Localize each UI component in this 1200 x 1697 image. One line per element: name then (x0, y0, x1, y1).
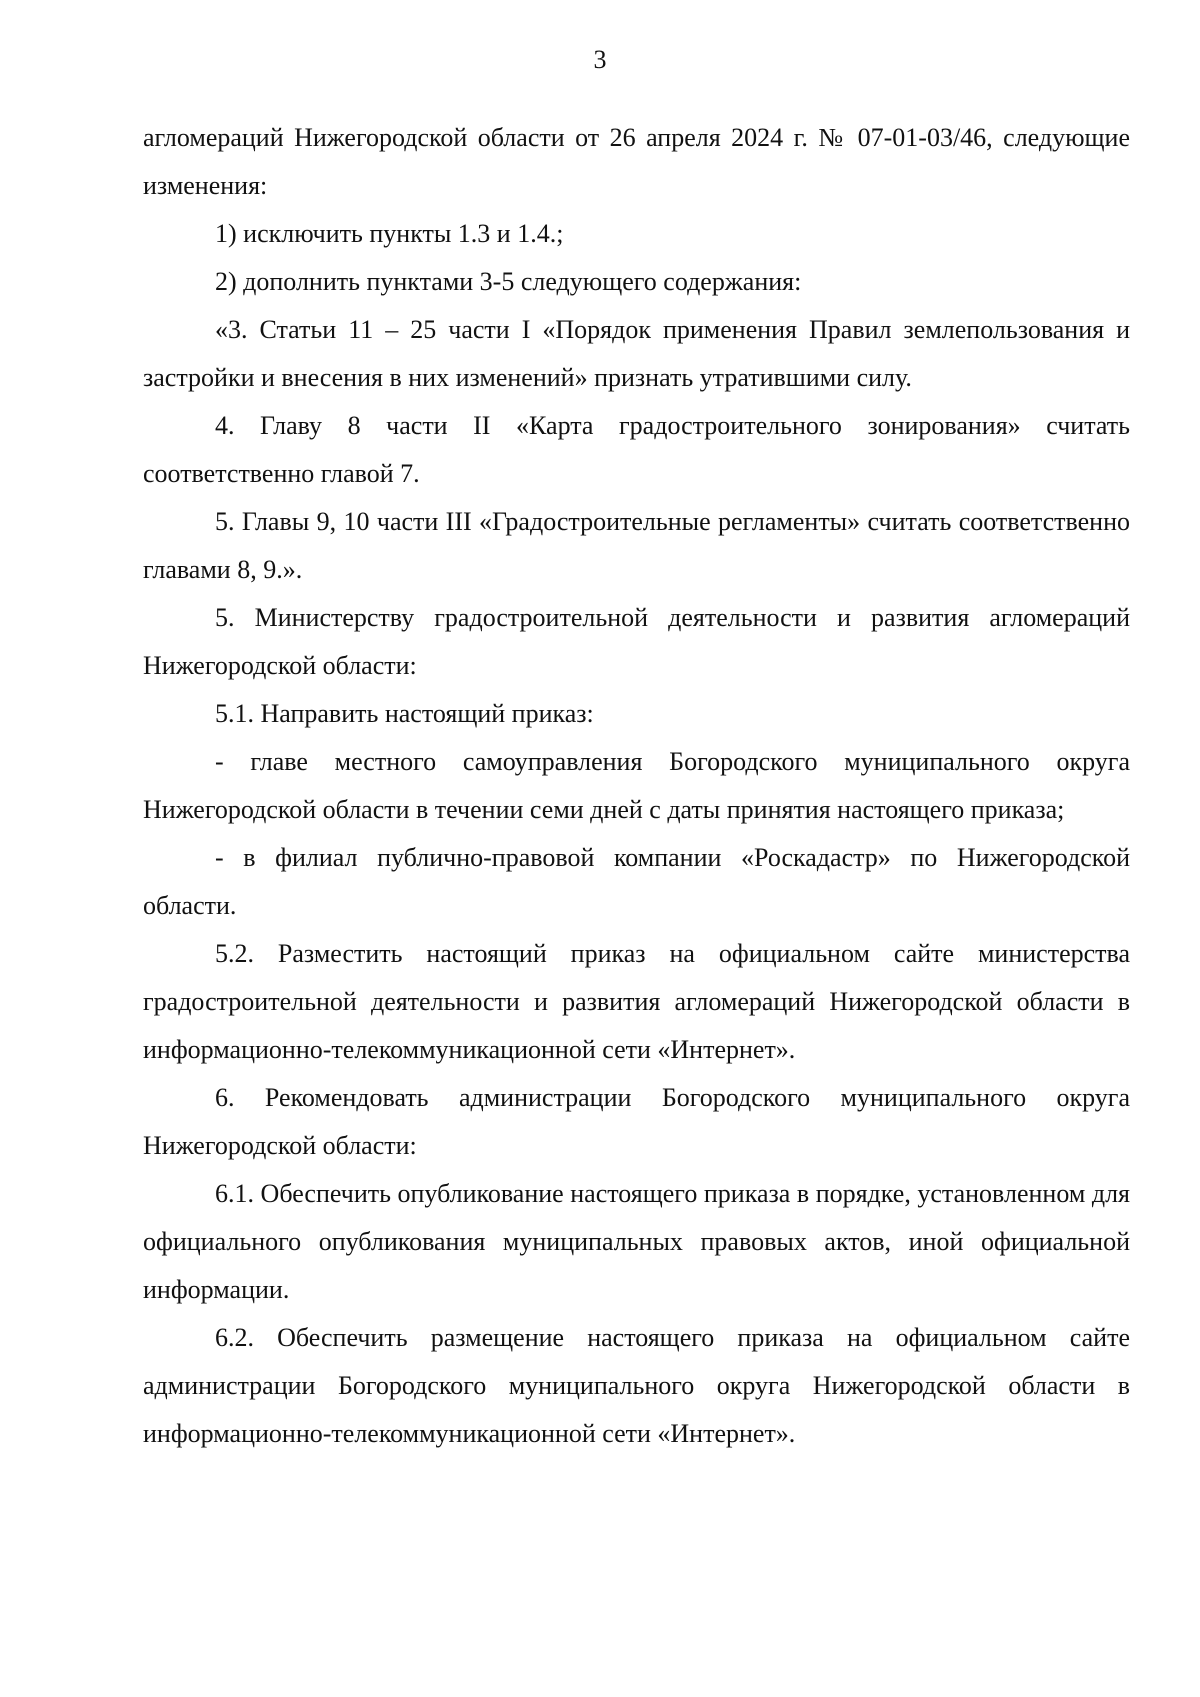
document-body (143, 114, 1130, 1458)
page-number: 3 (593, 45, 607, 74)
paragraph-list-item: - главе местного самоуправления Богородского муниципального округа Нижегородской области в течении семи дней с даты принятия настоящего приказа; (143, 747, 1130, 824)
paragraph-section-5: 5. Министерству градостроительной деятельности и развития агломераций Нижегородской области: (143, 603, 1130, 680)
paragraph-item-2: 2) дополнить пунктами 3-5 следующего содержания: (215, 267, 802, 296)
paragraph-list-item: - в филиал публично-правовой компании «Роскадастр» по Нижегородской области. (143, 843, 1130, 920)
paragraph-section-6-2: 6.2. Обеспечить размещение настоящего приказа на официальном сайте администрации Богородского муниципального округа Нижегородской области в информационно-телекоммуникационной сети «Интернет». (143, 1323, 1130, 1448)
paragraph-continuation: агломераций Нижегородской области от 26 апреля 2024 г. № 07-01-03/46, следующие изменения: (143, 123, 1130, 200)
paragraph-clause-3: «3. Статьи 11 – 25 части I «Порядок применения Правил землепользования и застройки и внесения в них изменений» признать утратившими силу. (143, 315, 1130, 392)
paragraph-section-6-1: 6.1. Обеспечить опубликование настоящего приказа в порядке, установленном для официального опубликования муниципальных правовых актов, иной официальной информации. (143, 1179, 1130, 1304)
paragraph-clause-4: 4. Главу 8 части II «Карта градостроительного зонирования» считать соответственно главой 7. (143, 411, 1130, 488)
paragraph-item-1: 1) исключить пункты 1.3 и 1.4.; (215, 219, 564, 248)
paragraph-clause-5: 5. Главы 9, 10 части III «Градостроительные регламенты» считать соответственно главами 8, 9.». (143, 507, 1130, 584)
paragraph-section-5-1: 5.1. Направить настоящий приказ: (215, 699, 594, 728)
paragraph-section-5-2: 5.2. Разместить настоящий приказ на официальном сайте министерства градостроительной деятельности и развития агломераций Нижегородской области в информационно-телекоммуникационной сети «Интернет». (143, 939, 1130, 1064)
paragraph-section-6: 6. Рекомендовать администрации Богородского муниципального округа Нижегородской области: (143, 1083, 1130, 1160)
